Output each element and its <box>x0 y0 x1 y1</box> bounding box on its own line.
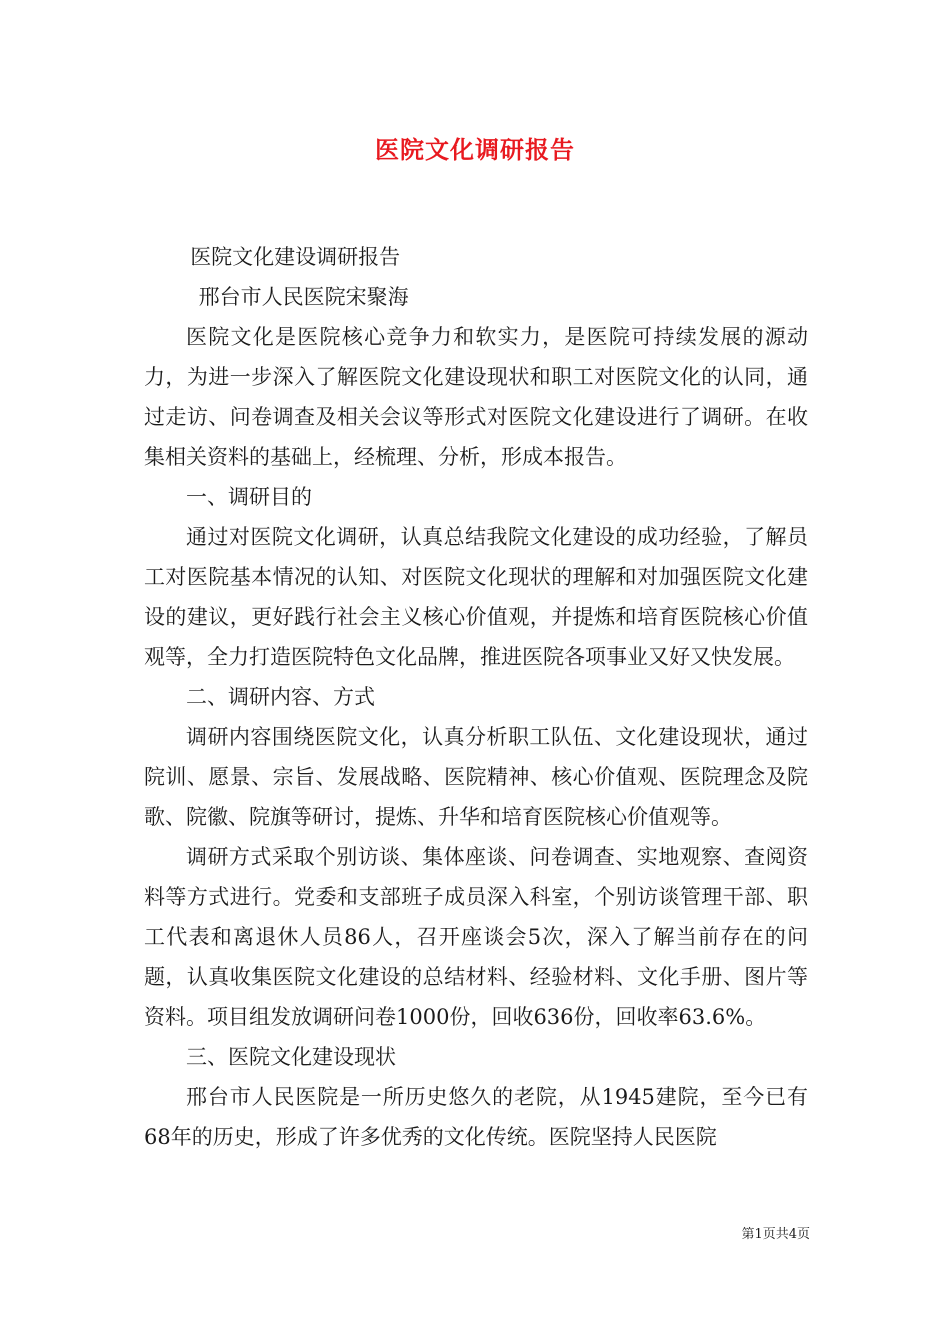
paragraph-author: 邢台市人民医院宋聚海 <box>198 285 409 309</box>
paragraph-content: 调研内容围绕医院文化，认真分析职工队伍、文化建设现状，通过院训、愿景、宗旨、发展战略、医院精神、核心价值观、医院理念及院歌、院徽、院旗等研讨，提炼、升华和培育医院核心价值观等。 <box>144 725 808 829</box>
section-heading-2: 二、调研内容、方式 <box>186 685 375 709</box>
paragraph-status: 邢台市人民医院是一所历史悠久的老院，从1945建院，至今已有68年的历史，形成了许多优秀的文化传统。医院坚持人民医院 <box>144 1085 808 1149</box>
paragraph-method: 调研方式采取个别访谈、集体座谈、问卷调查、实地观察、查阅资料等方式进行。党委和支部班子成员深入科室，个别访谈管理干部、职工代表和离退休人员86人，召开座谈会5次，深入了解当前存在的问题，认真收集医院文化建设的总结材料、经验材料、文化手册、图片等资料。项目组发放调研问卷1000份，回收636份，回收率63.6%。 <box>144 845 808 1029</box>
paragraph-subtitle: 医院文化建设调研报告 <box>190 245 401 269</box>
document-body <box>144 237 808 1157</box>
section-heading-3: 三、医院文化建设现状 <box>186 1045 396 1069</box>
page-number-footer: 第1页共4页 <box>741 1227 810 1242</box>
section-heading-1: 一、调研目的 <box>186 485 312 509</box>
paragraph-purpose: 通过对医院文化调研，认真总结我院文化建设的成功经验，了解员工对医院基本情况的认知、对医院文化现状的理解和对加强医院文化建设的建议，更好践行社会主义核心价值观，并提炼和培育医院核心价值观等，全力打造医院特色文化品牌，推进医院各项事业又好又快发展。 <box>144 525 808 669</box>
document-title: 医院文化调研报告 <box>375 135 575 164</box>
paragraph-intro: 医院文化是医院核心竞争力和软实力，是医院可持续发展的源动力，为进一步深入了解医院文化建设现状和职工对医院文化的认同，通过走访、问卷调查及相关会议等形式对医院文化建设进行了调研。在收集相关资料的基础上，经梳理、分析，形成本报告。 <box>144 325 808 469</box>
